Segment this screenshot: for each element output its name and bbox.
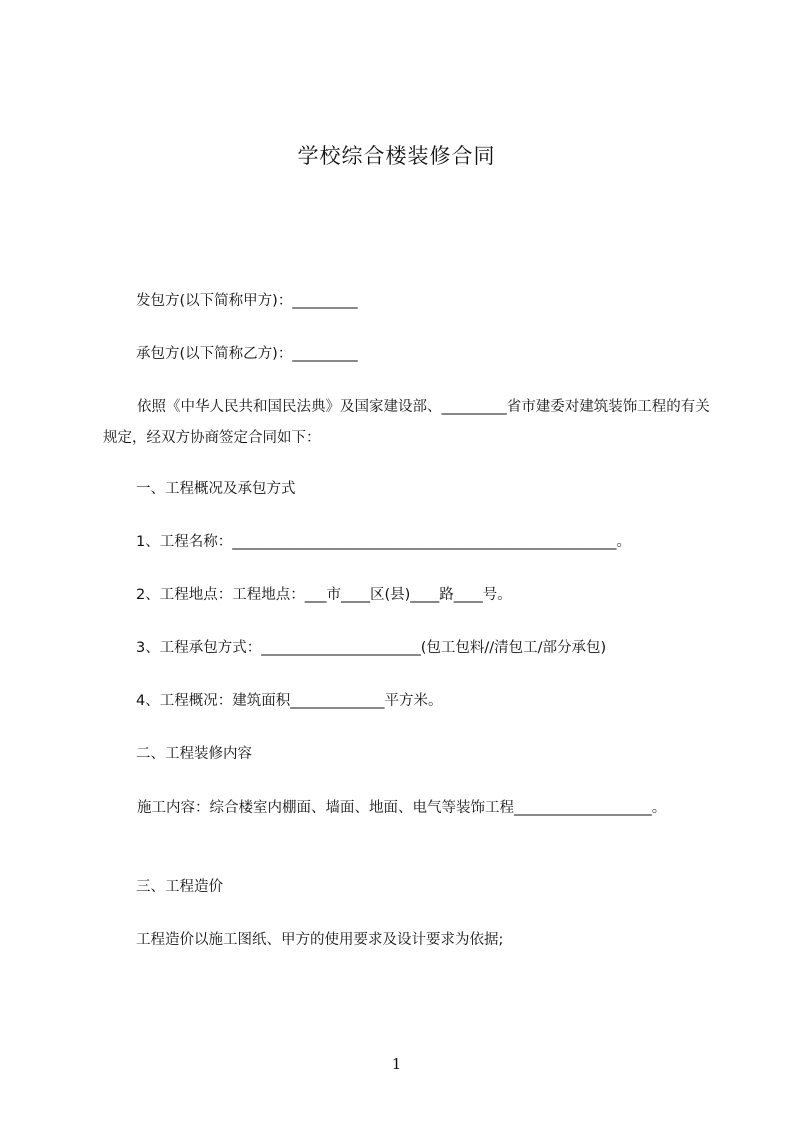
item-project-location: 2、工程地点：工程地点：___市____区(县)____路____号。 (136, 587, 512, 603)
content-paragraph: 施工内容：综合楼室内棚面、墙面、地面、电气等装饰工程___________________。 (137, 800, 667, 816)
item-contract-type: 3、工程承包方式：______________________(包工包料//清包工/部分承包) (136, 640, 607, 656)
section-1-heading: 一、工程概况及承包方式 (136, 481, 296, 497)
section-2-heading: 二、工程装修内容 (136, 746, 252, 762)
item-project-name: 1、工程名称：_____________________________________________________。 (136, 534, 631, 550)
item-project-overview: 4、工程概况：建筑面积_____________平方米。 (136, 693, 443, 709)
price-line: 工程造价以施工图纸、甲方的使用要求及设计要求为依据; (136, 932, 504, 948)
document-title: 学校综合楼装修合同 (297, 144, 496, 168)
intro-paragraph: 依照《中华人民共和国民法典》及国家建设部、_________省市建委对建筑装饰工程的有关规定，经双方协商签定合同如下： (103, 399, 710, 446)
page-number: 1 (391, 1055, 402, 1073)
party-b-line: 承包方(以下简称乙方)：_________ (136, 346, 358, 362)
party-a-line: 发包方(以下简称甲方)：_________ (136, 293, 358, 309)
section-3-heading: 三、工程造价 (136, 879, 223, 895)
